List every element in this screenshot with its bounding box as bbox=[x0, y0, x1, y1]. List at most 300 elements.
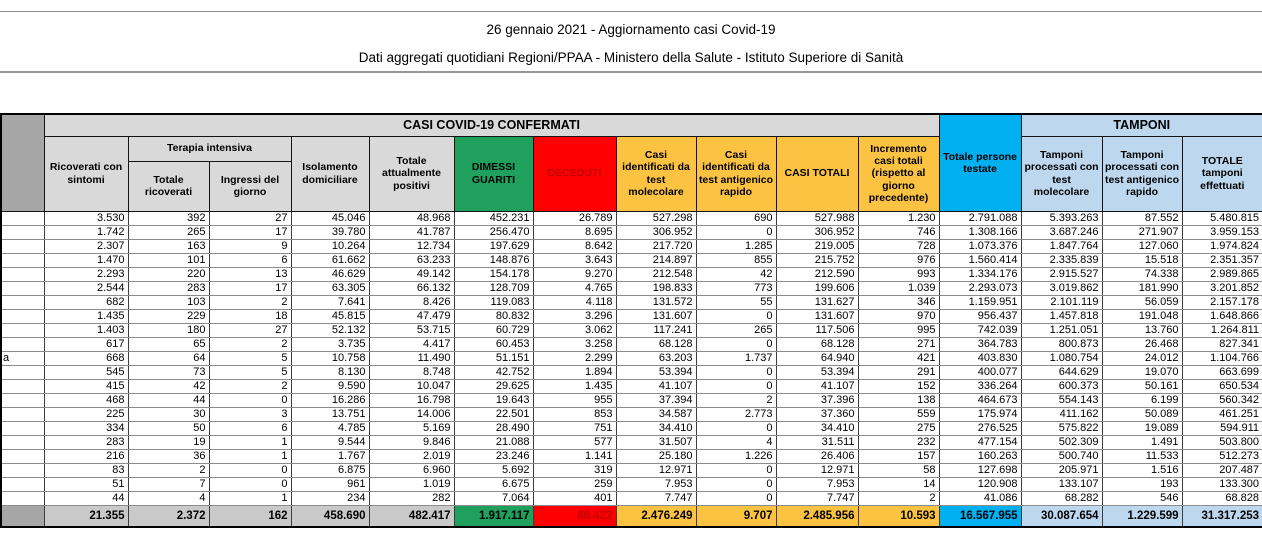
table-row bbox=[1, 491, 1262, 505]
value-cell: 7 bbox=[128, 477, 209, 491]
value-cell: 512.273 bbox=[1182, 449, 1262, 463]
region-cell bbox=[1, 491, 44, 505]
value-cell: 1.229.599 bbox=[1102, 505, 1182, 527]
value-cell: 283 bbox=[128, 281, 209, 295]
header-dimessi-guariti: DIMESSI GUARITI bbox=[454, 136, 533, 211]
value-cell: 37.396 bbox=[776, 393, 858, 407]
value-cell: 995 bbox=[858, 323, 939, 337]
value-cell: 138 bbox=[858, 393, 939, 407]
value-cell: 17 bbox=[209, 281, 291, 295]
value-cell: 13.760 bbox=[1102, 323, 1182, 337]
value-cell: 306.952 bbox=[776, 225, 858, 239]
value-cell: 461.251 bbox=[1182, 407, 1262, 421]
value-cell: 364.783 bbox=[939, 337, 1021, 351]
value-cell: 0 bbox=[696, 309, 776, 323]
table-row bbox=[1, 267, 1262, 281]
value-cell: 215.752 bbox=[776, 253, 858, 267]
value-cell: 415 bbox=[44, 379, 128, 393]
value-cell: 152 bbox=[858, 379, 939, 393]
value-cell: 26.468 bbox=[1102, 337, 1182, 351]
value-cell: 50.161 bbox=[1102, 379, 1182, 393]
value-cell: 5.169 bbox=[369, 421, 454, 435]
value-cell: 162 bbox=[209, 505, 291, 527]
value-cell: 527.988 bbox=[776, 211, 858, 225]
value-cell: 30.087.654 bbox=[1021, 505, 1102, 527]
value-cell: 117.506 bbox=[776, 323, 858, 337]
value-cell: 50 bbox=[128, 421, 209, 435]
value-cell: 128.709 bbox=[454, 281, 533, 295]
value-cell: 3.296 bbox=[533, 309, 616, 323]
value-cell: 663.699 bbox=[1182, 365, 1262, 379]
value-cell: 545 bbox=[44, 365, 128, 379]
value-cell: 6.199 bbox=[1102, 393, 1182, 407]
value-cell: 212.590 bbox=[776, 267, 858, 281]
value-cell: 15.518 bbox=[1102, 253, 1182, 267]
value-cell: 3.258 bbox=[533, 337, 616, 351]
header-deceduti: DECEDUTI bbox=[533, 136, 616, 211]
value-cell: 120.908 bbox=[939, 477, 1021, 491]
table-row bbox=[1, 379, 1262, 393]
value-cell: 1.560.414 bbox=[939, 253, 1021, 267]
value-cell: 101 bbox=[128, 253, 209, 267]
value-cell: 42 bbox=[128, 379, 209, 393]
value-cell: 45.815 bbox=[291, 309, 369, 323]
value-cell: 42.752 bbox=[454, 365, 533, 379]
header-totale-ricoverati: Totale ricoverati bbox=[128, 161, 209, 211]
value-cell: 2.915.527 bbox=[1021, 267, 1102, 281]
value-cell: 5.692 bbox=[454, 463, 533, 477]
region-cell bbox=[1, 463, 44, 477]
value-cell: 10.264 bbox=[291, 239, 369, 253]
value-cell: 3.643 bbox=[533, 253, 616, 267]
value-cell: 291 bbox=[858, 365, 939, 379]
value-cell: 64.940 bbox=[776, 351, 858, 365]
value-cell: 853 bbox=[533, 407, 616, 421]
value-cell: 8.748 bbox=[369, 365, 454, 379]
table-row bbox=[1, 309, 1262, 323]
region-cell bbox=[1, 435, 44, 449]
table-header bbox=[1, 114, 1262, 211]
value-cell: 19 bbox=[128, 435, 209, 449]
value-cell: 48.968 bbox=[369, 211, 454, 225]
covid-data-table bbox=[0, 113, 1262, 528]
value-cell: 11.533 bbox=[1102, 449, 1182, 463]
value-cell: 0 bbox=[696, 379, 776, 393]
value-cell: 6.675 bbox=[454, 477, 533, 491]
value-cell: 2 bbox=[128, 463, 209, 477]
value-cell: 47.479 bbox=[369, 309, 454, 323]
value-cell: 74.338 bbox=[1102, 267, 1182, 281]
value-cell: 73 bbox=[128, 365, 209, 379]
report-title: 26 gennaio 2021 - Aggiornamento casi Covid-19 bbox=[486, 22, 776, 37]
value-cell: 502.309 bbox=[1021, 435, 1102, 449]
value-cell: 49.142 bbox=[369, 267, 454, 281]
value-cell: 26.789 bbox=[533, 211, 616, 225]
value-cell: 14.006 bbox=[369, 407, 454, 421]
value-cell: 51.151 bbox=[454, 351, 533, 365]
value-cell: 0 bbox=[696, 365, 776, 379]
region-cell bbox=[1, 323, 44, 337]
value-cell: 3.530 bbox=[44, 211, 128, 225]
value-cell: 29.625 bbox=[454, 379, 533, 393]
value-cell: 2 bbox=[696, 393, 776, 407]
value-cell: 2.351.357 bbox=[1182, 253, 1262, 267]
report-subtitle: Dati aggregati quotidiani Regioni/PPAA - Ministero della Salute - Istituto Superiore di Sanità bbox=[358, 50, 904, 65]
value-cell: 800.873 bbox=[1021, 337, 1102, 351]
value-cell: 16.798 bbox=[369, 393, 454, 407]
region-cell bbox=[1, 239, 44, 253]
value-cell: 24.012 bbox=[1102, 351, 1182, 365]
value-cell: 3.735 bbox=[291, 337, 369, 351]
value-cell: 0 bbox=[696, 225, 776, 239]
value-cell: 271.907 bbox=[1102, 225, 1182, 239]
value-cell: 234 bbox=[291, 491, 369, 505]
region-cell bbox=[1, 407, 44, 421]
value-cell: 39.780 bbox=[291, 225, 369, 239]
value-cell: 12.971 bbox=[616, 463, 696, 477]
value-cell: 464.673 bbox=[939, 393, 1021, 407]
value-cell: 283 bbox=[44, 435, 128, 449]
value-cell: 2 bbox=[209, 295, 291, 309]
value-cell: 827.341 bbox=[1182, 337, 1262, 351]
value-cell: 46.629 bbox=[291, 267, 369, 281]
value-cell: 2.307 bbox=[44, 239, 128, 253]
value-cell: 23.246 bbox=[454, 449, 533, 463]
top-divider bbox=[0, 11, 1262, 12]
value-cell: 44 bbox=[128, 393, 209, 407]
value-cell: 21.355 bbox=[44, 505, 128, 527]
value-cell: 527.298 bbox=[616, 211, 696, 225]
value-cell: 1.767 bbox=[291, 449, 369, 463]
region-cell bbox=[1, 225, 44, 239]
value-cell: 7.953 bbox=[776, 477, 858, 491]
value-cell: 3.019.862 bbox=[1021, 281, 1102, 295]
value-cell: 650.534 bbox=[1182, 379, 1262, 393]
value-cell: 9.707 bbox=[696, 505, 776, 527]
table-row bbox=[1, 421, 1262, 435]
value-cell: 452.231 bbox=[454, 211, 533, 225]
value-cell: 103 bbox=[128, 295, 209, 309]
value-cell: 2.299 bbox=[533, 351, 616, 365]
value-cell: 7.747 bbox=[616, 491, 696, 505]
region-cell bbox=[1, 281, 44, 295]
value-cell: 34.410 bbox=[776, 421, 858, 435]
value-cell: 9 bbox=[209, 239, 291, 253]
value-cell: 2 bbox=[209, 379, 291, 393]
value-cell: 219.005 bbox=[776, 239, 858, 253]
region-cell bbox=[1, 379, 44, 393]
title-divider bbox=[0, 71, 1262, 73]
header-persone-testate: Totale persone testate bbox=[939, 114, 1021, 211]
value-cell: 970 bbox=[858, 309, 939, 323]
header-ingressi-giorno: Ingressi del giorno bbox=[209, 161, 291, 211]
value-cell: 477.154 bbox=[939, 435, 1021, 449]
value-cell: 16.286 bbox=[291, 393, 369, 407]
value-cell: 482.417 bbox=[369, 505, 454, 527]
value-cell: 31.317.253 bbox=[1182, 505, 1262, 527]
value-cell: 131.627 bbox=[776, 295, 858, 309]
value-cell: 577 bbox=[533, 435, 616, 449]
value-cell: 259 bbox=[533, 477, 616, 491]
value-cell: 3.959.153 bbox=[1182, 225, 1262, 239]
value-cell: 961 bbox=[291, 477, 369, 491]
region-cell bbox=[1, 253, 44, 267]
value-cell: 3 bbox=[209, 407, 291, 421]
value-cell: 1.334.176 bbox=[939, 267, 1021, 281]
table-row bbox=[1, 477, 1262, 491]
value-cell: 9.590 bbox=[291, 379, 369, 393]
value-cell: 60.453 bbox=[454, 337, 533, 351]
header-isolamento: Isolamento domiciliare bbox=[291, 136, 369, 211]
value-cell: 225 bbox=[44, 407, 128, 421]
table-row bbox=[1, 435, 1262, 449]
value-cell: 4.765 bbox=[533, 281, 616, 295]
value-cell: 37.360 bbox=[776, 407, 858, 421]
value-cell: 1.737 bbox=[696, 351, 776, 365]
value-cell: 728 bbox=[858, 239, 939, 253]
value-cell: 7.641 bbox=[291, 295, 369, 309]
value-cell: 1.470 bbox=[44, 253, 128, 267]
value-cell: 400.077 bbox=[939, 365, 1021, 379]
value-cell: 265 bbox=[696, 323, 776, 337]
value-cell: 86.422 bbox=[533, 505, 616, 527]
value-cell: 207.487 bbox=[1182, 463, 1262, 477]
value-cell: 9.544 bbox=[291, 435, 369, 449]
value-cell: 1.974.824 bbox=[1182, 239, 1262, 253]
value-cell: 68.128 bbox=[776, 337, 858, 351]
value-cell: 7.953 bbox=[616, 477, 696, 491]
value-cell: 232 bbox=[858, 435, 939, 449]
value-cell: 42 bbox=[696, 267, 776, 281]
value-cell: 66.132 bbox=[369, 281, 454, 295]
value-cell: 217.720 bbox=[616, 239, 696, 253]
value-cell: 154.178 bbox=[454, 267, 533, 281]
value-cell: 191.048 bbox=[1102, 309, 1182, 323]
value-cell: 0 bbox=[209, 393, 291, 407]
value-cell: 334 bbox=[44, 421, 128, 435]
value-cell: 1.159.951 bbox=[939, 295, 1021, 309]
value-cell: 212.548 bbox=[616, 267, 696, 281]
value-cell: 392 bbox=[128, 211, 209, 225]
value-cell: 87.552 bbox=[1102, 211, 1182, 225]
value-cell: 7.064 bbox=[454, 491, 533, 505]
value-cell: 265 bbox=[128, 225, 209, 239]
value-cell: 63.203 bbox=[616, 351, 696, 365]
value-cell: 65 bbox=[128, 337, 209, 351]
value-cell: 993 bbox=[858, 267, 939, 281]
value-cell: 26.406 bbox=[776, 449, 858, 463]
value-cell: 2.293 bbox=[44, 267, 128, 281]
value-cell: 2.544 bbox=[44, 281, 128, 295]
value-cell: 31.511 bbox=[776, 435, 858, 449]
value-cell: 3.062 bbox=[533, 323, 616, 337]
value-cell: 1 bbox=[209, 449, 291, 463]
value-cell: 1.073.376 bbox=[939, 239, 1021, 253]
value-cell: 346 bbox=[858, 295, 939, 309]
value-cell: 560.342 bbox=[1182, 393, 1262, 407]
header-incremento: Incremento casi totali (rispetto al giorno precedente) bbox=[858, 136, 939, 211]
value-cell: 1.080.754 bbox=[1021, 351, 1102, 365]
value-cell: 10.593 bbox=[858, 505, 939, 527]
value-cell: 133.107 bbox=[1021, 477, 1102, 491]
region-cell bbox=[1, 295, 44, 309]
value-cell: 2.485.956 bbox=[776, 505, 858, 527]
value-cell: 55 bbox=[696, 295, 776, 309]
value-cell: 30 bbox=[128, 407, 209, 421]
value-cell: 9.270 bbox=[533, 267, 616, 281]
value-cell: 61.662 bbox=[291, 253, 369, 267]
value-cell: 53.715 bbox=[369, 323, 454, 337]
value-cell: 746 bbox=[858, 225, 939, 239]
value-cell: 3.201.852 bbox=[1182, 281, 1262, 295]
value-cell: 13.751 bbox=[291, 407, 369, 421]
value-cell: 1.141 bbox=[533, 449, 616, 463]
value-cell: 559 bbox=[858, 407, 939, 421]
value-cell: 41.787 bbox=[369, 225, 454, 239]
value-cell: 8.426 bbox=[369, 295, 454, 309]
table-row bbox=[1, 449, 1262, 463]
value-cell: 63.305 bbox=[291, 281, 369, 295]
value-cell: 336.264 bbox=[939, 379, 1021, 393]
value-cell: 27 bbox=[209, 323, 291, 337]
value-cell: 9.846 bbox=[369, 435, 454, 449]
region-cell bbox=[1, 449, 44, 463]
value-cell: 8.695 bbox=[533, 225, 616, 239]
value-cell: 468 bbox=[44, 393, 128, 407]
value-cell: 600.373 bbox=[1021, 379, 1102, 393]
value-cell: 282 bbox=[369, 491, 454, 505]
value-cell: 2.335.839 bbox=[1021, 253, 1102, 267]
value-cell: 229 bbox=[128, 309, 209, 323]
header-casi-molecolare: Casi identificati da test molecolare bbox=[616, 136, 696, 211]
value-cell: 44 bbox=[44, 491, 128, 505]
table-body bbox=[1, 211, 1262, 527]
value-cell: 119.083 bbox=[454, 295, 533, 309]
value-cell: 37.394 bbox=[616, 393, 696, 407]
value-cell: 27 bbox=[209, 211, 291, 225]
value-cell: 3.687.246 bbox=[1021, 225, 1102, 239]
value-cell: 216 bbox=[44, 449, 128, 463]
value-cell: 22.501 bbox=[454, 407, 533, 421]
header-terapia-intensiva: Terapia intensiva bbox=[128, 136, 291, 161]
value-cell: 4.118 bbox=[533, 295, 616, 309]
region-cell bbox=[1, 337, 44, 351]
value-cell: 17 bbox=[209, 225, 291, 239]
value-cell: 5 bbox=[209, 365, 291, 379]
value-cell: 1.917.117 bbox=[454, 505, 533, 527]
value-cell: 19.643 bbox=[454, 393, 533, 407]
banner-tamponi: TAMPONI bbox=[1021, 114, 1262, 136]
value-cell: 1.847.764 bbox=[1021, 239, 1102, 253]
value-cell: 668 bbox=[44, 351, 128, 365]
value-cell: 0 bbox=[696, 337, 776, 351]
value-cell: 1.491 bbox=[1102, 435, 1182, 449]
value-cell: 4 bbox=[128, 491, 209, 505]
value-cell: 19.089 bbox=[1102, 421, 1182, 435]
value-cell: 2 bbox=[858, 491, 939, 505]
value-cell: 160.263 bbox=[939, 449, 1021, 463]
value-cell: 955 bbox=[533, 393, 616, 407]
value-cell: 976 bbox=[858, 253, 939, 267]
value-cell: 554.143 bbox=[1021, 393, 1102, 407]
header-ricoverati-sintomi: Ricoverati con sintomi bbox=[44, 136, 128, 211]
table-row bbox=[1, 323, 1262, 337]
value-cell: 4 bbox=[696, 435, 776, 449]
value-cell: 10.758 bbox=[291, 351, 369, 365]
table-row bbox=[1, 351, 1262, 365]
table-row bbox=[1, 253, 1262, 267]
banner-casi-confermati: CASI COVID-19 CONFERMATI bbox=[44, 114, 939, 136]
value-cell: 197.629 bbox=[454, 239, 533, 253]
table-row bbox=[1, 211, 1262, 225]
value-cell: 503.800 bbox=[1182, 435, 1262, 449]
value-cell: 1.435 bbox=[44, 309, 128, 323]
value-cell: 12.734 bbox=[369, 239, 454, 253]
header-totale-tamponi: TOTALE tamponi effettuati bbox=[1182, 136, 1262, 211]
header-tamponi-antigenico: Tamponi processati con test antigenico rapido bbox=[1102, 136, 1182, 211]
value-cell: 1.648.866 bbox=[1182, 309, 1262, 323]
value-cell: 1.403 bbox=[44, 323, 128, 337]
value-cell: 1.742 bbox=[44, 225, 128, 239]
value-cell: 68.282 bbox=[1021, 491, 1102, 505]
value-cell: 1 bbox=[209, 491, 291, 505]
table-row bbox=[1, 407, 1262, 421]
value-cell: 458.690 bbox=[291, 505, 369, 527]
value-cell: 546 bbox=[1102, 491, 1182, 505]
value-cell: 21.088 bbox=[454, 435, 533, 449]
value-cell: 4.417 bbox=[369, 337, 454, 351]
value-cell: 6.875 bbox=[291, 463, 369, 477]
value-cell: 1.104.766 bbox=[1182, 351, 1262, 365]
value-cell: 199.606 bbox=[776, 281, 858, 295]
value-cell: 64 bbox=[128, 351, 209, 365]
value-cell: 403.830 bbox=[939, 351, 1021, 365]
value-cell: 220 bbox=[128, 267, 209, 281]
header-tamponi-molecolare: Tamponi processati con test molecolare bbox=[1021, 136, 1102, 211]
value-cell: 148.876 bbox=[454, 253, 533, 267]
value-cell: 214.897 bbox=[616, 253, 696, 267]
value-cell: 1.435 bbox=[533, 379, 616, 393]
value-cell: 1.285 bbox=[696, 239, 776, 253]
header-region bbox=[1, 114, 44, 211]
region-cell bbox=[1, 477, 44, 491]
table-row bbox=[1, 225, 1262, 239]
value-cell: 53.394 bbox=[776, 365, 858, 379]
value-cell: 6.960 bbox=[369, 463, 454, 477]
value-cell: 956.437 bbox=[939, 309, 1021, 323]
value-cell: 2.372 bbox=[128, 505, 209, 527]
value-cell: 131.607 bbox=[776, 309, 858, 323]
value-cell: 68.828 bbox=[1182, 491, 1262, 505]
value-cell: 68.128 bbox=[616, 337, 696, 351]
value-cell: 175.974 bbox=[939, 407, 1021, 421]
value-cell: 275 bbox=[858, 421, 939, 435]
value-cell: 25.180 bbox=[616, 449, 696, 463]
value-cell: 117.241 bbox=[616, 323, 696, 337]
value-cell: 50.089 bbox=[1102, 407, 1182, 421]
table-row bbox=[1, 281, 1262, 295]
value-cell: 1.457.818 bbox=[1021, 309, 1102, 323]
value-cell: 13 bbox=[209, 267, 291, 281]
value-cell: 690 bbox=[696, 211, 776, 225]
table-row bbox=[1, 295, 1262, 309]
value-cell: 58 bbox=[858, 463, 939, 477]
value-cell: 5 bbox=[209, 351, 291, 365]
value-cell: 83 bbox=[44, 463, 128, 477]
region-cell bbox=[1, 211, 44, 225]
value-cell: 41.086 bbox=[939, 491, 1021, 505]
header-attualmente-positivi: Totale attualmente positivi bbox=[369, 136, 454, 211]
